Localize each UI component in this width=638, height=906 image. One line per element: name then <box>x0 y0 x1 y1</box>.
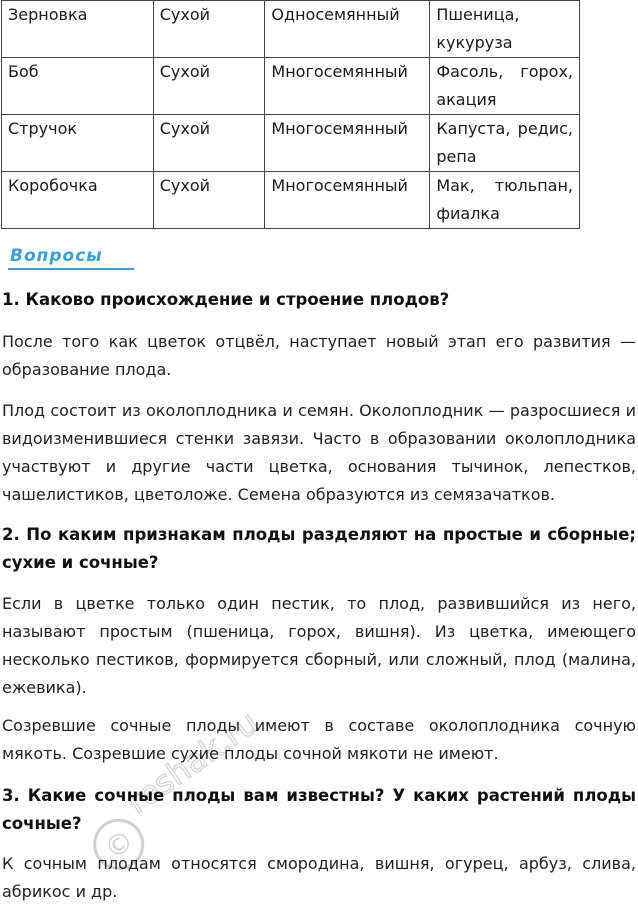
watermark-text: reshak.ru <box>119 703 266 822</box>
answer-1-paragraph-2: Плод состоит из околоплодника и семян. Околоплодник — разросшиеся и видоизменившиеся стенки завязи. Часто в образовании околоплодника участвуют и другие части цветка, основания тычинок, лепестков, чашелистиков, цветоложе. Семена образуются из семязачатков. <box>2 401 636 504</box>
table-cell-fruit: Зерновка <box>2 1 154 58</box>
question-3: 3. Какие сочные плоды вам известны? У каких растений плоды сочные? <box>2 786 636 833</box>
table-row <box>2 172 580 229</box>
table-cell-seeds: Многосемянный <box>265 58 430 115</box>
table-cell-examples: Капуста, редис, репа <box>430 115 580 172</box>
fruits-table <box>1 0 580 229</box>
table-row <box>2 1 580 58</box>
answer-2-paragraph-1: Если в цветке только один пестик, то плод, развившийся из него, называют простым (пшеница, горох, вишня). Из цветка, имеющего несколько пестиков, формируется сборный, или сложный, плод (малина, ежевика). <box>2 594 636 697</box>
question-2: 2. По каким признакам плоды разделяют на простые и сборные; сухие и сочные? <box>2 525 636 572</box>
section-title: Вопросы <box>10 246 103 266</box>
table-cell-type: Сухой <box>153 172 265 229</box>
table-cell-seeds: Многосемянный <box>265 172 430 229</box>
answer-2-paragraph-2: Созревшие сочные плоды имеют в составе околоплодника сочную мякоть. Созревшие сухие плоды сочной мякоти не имеют. <box>2 716 636 763</box>
section-underline <box>8 268 134 270</box>
table-cell-type: Сухой <box>153 58 265 115</box>
table-cell-examples: Пшеница, кукуруза <box>430 1 580 58</box>
table-row <box>2 58 580 115</box>
table-cell-fruit: Боб <box>2 58 154 115</box>
table-cell-type: Сухой <box>153 1 265 58</box>
table-cell-examples: Фасоль, горох, акация <box>430 58 580 115</box>
table-cell-fruit: Коробочка <box>2 172 154 229</box>
answer-1-paragraph-1: После того как цветок отцвёл, наступает новый этап его развития — образование плода. <box>2 332 636 379</box>
answer-3-paragraph-1: К сочным плодам относятся смородина, вишня, огурец, арбуз, слива, абрикос и др. <box>2 854 636 901</box>
table-cell-seeds: Односемянный <box>265 1 430 58</box>
table-row <box>2 115 580 172</box>
table-cell-seeds: Многосемянный <box>265 115 430 172</box>
table-cell-examples: Мак, тюльпан, фиалка <box>430 172 580 229</box>
table-cell-fruit: Стручок <box>2 115 154 172</box>
table-cell-type: Сухой <box>153 115 265 172</box>
question-1: 1. Каково происхождение и строение плодов? <box>2 290 450 309</box>
watermark-copyright-mark: © <box>98 823 140 867</box>
